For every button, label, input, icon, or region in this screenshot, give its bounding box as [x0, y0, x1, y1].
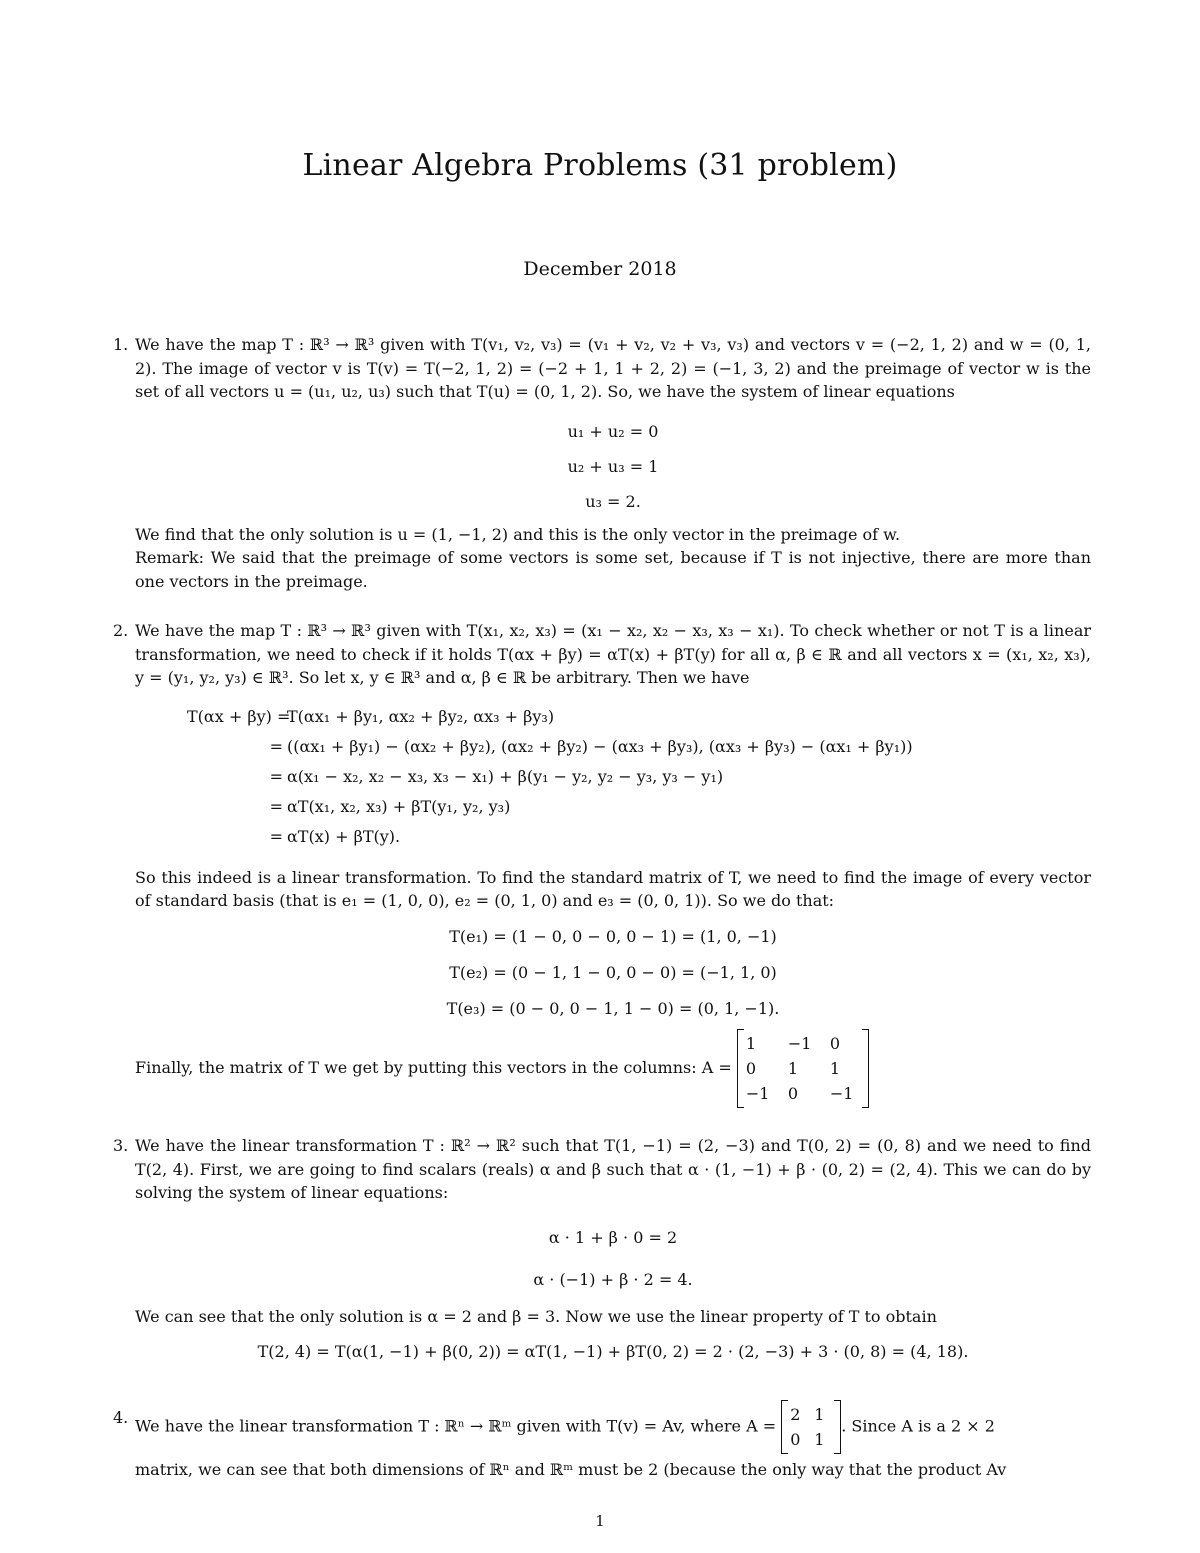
page-number: 1: [595, 1512, 605, 1530]
matrix-cell: 2: [790, 1405, 801, 1424]
remark-text: Remark: We said that the preimage of some vectors is some set, because if T is not injective, there are more than one vectors in the preimage.: [135, 548, 1091, 591]
matrix-cell: 0: [790, 1430, 801, 1449]
final-matrix-line: [135, 1029, 1091, 1108]
problem-text: . Since A is a 2 × 2: [841, 1416, 995, 1436]
problem-text: So this indeed is a linear transformation. To find the standard matrix of T, we need to find the image of every vector of standard basis (that is e₁ = (1, 0, 0), e₂ = (0, 1, 0) and e₃ = (0, 0, 1)). So we do that:: [135, 867, 1091, 910]
align-lhs: T(αx + βy) =: [187, 706, 291, 726]
equation: α · 1 + β · 0 = 2: [548, 1227, 678, 1247]
equation: T(e₁) = (1 − 0, 0 − 0, 0 − 1) = (1, 0, −1): [449, 926, 777, 946]
problem-text: We have the map T : ℝ³ → ℝ³ given with T(v₁, v₂, v₃) = (v₁ + v₂, v₂ + v₃, v₃) and vectors v = (−2, 1, 2) and w = (0, 1, 2). The image of vector v is T(v) = T(−2, 1, 2) = (−2 + 1, 1 + 2, 2) = (−1, 3, 2) and the preimage of vector w is the set of all vectors u = (u₁, u₂, u₃) such that T(u) = (0, 1, 2). So, we have the system of linear equations: [135, 335, 1091, 401]
align-equals: =: [269, 796, 283, 816]
problem-number: 4.: [113, 1408, 129, 1427]
equation: u₂ + u₃ = 1: [567, 456, 659, 476]
problem-text: Finally, the matrix of T we get by putting this vectors in the columns: A =: [135, 1057, 732, 1077]
align-rhs: αT(x₁, x₂, x₃) + βT(y₁, y₂, y₃): [287, 796, 511, 816]
align-equals: =: [269, 826, 283, 846]
equation: u₁ + u₂ = 0: [567, 421, 659, 441]
matrix-cell: 0: [787, 1083, 799, 1103]
matrix-cell: 0: [745, 1058, 757, 1078]
matrix-cell: 1: [787, 1058, 799, 1078]
matrix-cell: −1: [745, 1083, 770, 1103]
aligned-derivation: [187, 702, 1091, 852]
problem-2: [113, 619, 1091, 1108]
matrix-cell: 1: [829, 1058, 841, 1078]
problem-text: We have the linear transformation T : ℝ² → ℝ² such that T(1, −1) = (2, −3) and T(0, 2) = (0, 8) and we need to find T(2, 4). First, we are going to find scalars (reals) α and β such that α · (1, −1) + β · (0, 2) = (2, 4). This we can do by solving the system of linear equations:: [135, 1136, 1091, 1202]
problem-text: We have the map T : ℝ³ → ℝ³ given with T(x₁, x₂, x₃) = (x₁ − x₂, x₂ − x₃, x₃ − x₁). To check whether or not T is a linear transformation, we need to check if it holds T(αx + βy) = αT(x) + βT(y) for all α, β ∈ ℝ and all vectors x = (x₁, x₂, x₃), y = (y₁, y₂, y₃) ∈ ℝ³. So let x, y ∈ ℝ³ and α, β ∈ ℝ be arbitrary. Then we have: [135, 621, 1091, 687]
align-rhs: α(x₁ − x₂, x₂ − x₃, x₃ − x₁) + β(y₁ − y₂, y₂ − y₃, y₃ − y₁): [287, 766, 724, 786]
problem-1: [113, 333, 1091, 593]
equation: u₃ = 2.: [585, 491, 641, 511]
align-equals: =: [269, 736, 283, 756]
equation: α · (−1) + β · 2 = 4.: [533, 1269, 693, 1289]
matrix-cell: 1: [745, 1033, 757, 1053]
matrix-cell: −1: [787, 1033, 812, 1053]
problem-text: matrix, we can see that both dimensions of ℝⁿ and ℝᵐ must be 2 (because the only way that the product Av: [135, 1460, 1007, 1479]
problem-text: We can see that the only solution is α = 2 and β = 3. Now we use the linear property of T to obtain: [135, 1306, 937, 1326]
align-rhs: αT(x) + βT(y).: [287, 826, 401, 846]
problem-text: We find that the only solution is u = (1, −1, 2) and this is the only vector in the preimage of w.: [135, 524, 901, 544]
problem-number: 1.: [113, 335, 129, 354]
matrix-cell: 0: [829, 1033, 841, 1053]
matrix-cell: −1: [829, 1083, 854, 1103]
matrix-cell: 1: [814, 1405, 825, 1424]
matrix-a: [737, 1029, 869, 1108]
equation: T(e₂) = (0 − 1, 1 − 0, 0 − 0) = (−1, 1, 0): [449, 962, 777, 982]
problem-number: 2.: [113, 621, 129, 640]
document-date: December 2018: [523, 258, 677, 280]
matrix-cell: 1: [814, 1430, 825, 1449]
problem-3: [113, 1134, 1091, 1364]
problem-number: 3.: [113, 1136, 129, 1155]
equation: T(e₃) = (0 − 0, 0 − 1, 1 − 0) = (0, 1, −1).: [446, 998, 780, 1018]
problem-text-line: [135, 1400, 1091, 1454]
matrix-a: [781, 1400, 841, 1454]
equation: T(2, 4) = T(α(1, −1) + β(0, 2)) = αT(1, −1) + βT(0, 2) = 2 · (2, −3) + 3 · (0, 8) = (4, 18).: [257, 1342, 969, 1361]
document-title: Linear Algebra Problems (31 problem): [302, 148, 898, 183]
problem-text: We have the linear transformation T : ℝⁿ → ℝᵐ given with T(v) = Av, where A =: [135, 1416, 777, 1436]
align-rhs: T(αx₁ + βy₁, αx₂ + βy₂, αx₃ + βy₃): [287, 706, 555, 726]
align-equals: =: [269, 766, 283, 786]
align-rhs: ((αx₁ + βy₁) − (αx₂ + βy₂), (αx₂ + βy₂) − (αx₃ + βy₃), (αx₃ + βy₃) − (αx₁ + βy₁)): [287, 736, 913, 756]
problem-4: [113, 1400, 1091, 1482]
